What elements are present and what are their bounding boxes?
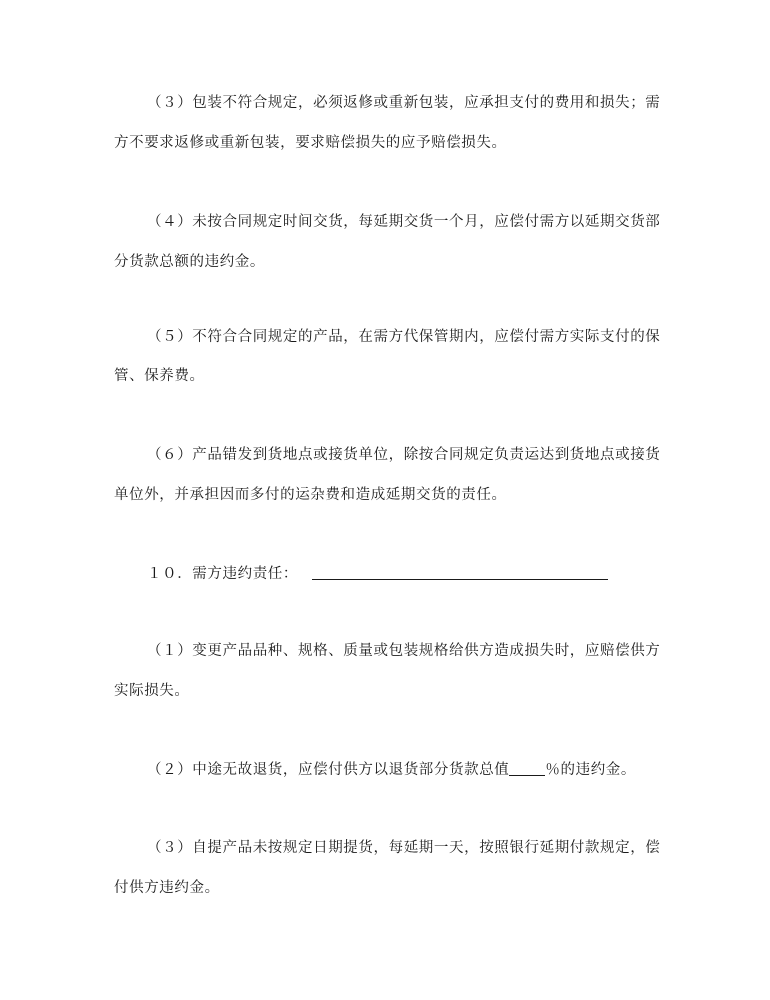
clause-3-line-1: （３）包装不符合规定，必须返修或重新包装，应承担支付的费用和损失；需: [147, 95, 661, 111]
buyer-clause-3-line-1: （３）自提产品未按规定日期提货，每延期一天，按照银行延期付款规定，偿: [147, 840, 661, 856]
buyer-clause-1-line-2: 实际损失。: [114, 683, 190, 699]
section-10-blank: [312, 565, 608, 580]
buyer-clause-3-line-2: 付供方违约金。: [114, 880, 220, 896]
clause-5-line-1: （５）不符合合同规定的产品，在需方代保管期内，应偿付需方实际支付的保: [147, 329, 661, 345]
buyer-clause-2-line: [147, 760, 659, 780]
clause-4-line-2: 分货款总额的违约金。: [114, 254, 265, 270]
clause-6-line-2: 单位外，并承担因而多付的运杂费和造成延期交货的责任。: [114, 487, 507, 503]
clause-6-line-1: （６）产品错发到货地点或接货单位，除按合同规定负责运达到货地点或接货: [147, 447, 661, 463]
clause-3-line-2: 方不要求返修或重新包装，要求赔偿损失的应予赔偿损失。: [114, 135, 507, 151]
clause-5-line-2: 管、保养费。: [114, 368, 205, 384]
section-10-heading: １０．需方违约责任：: [147, 566, 298, 582]
section-10-heading-line: [147, 564, 659, 584]
penalty-percent-blank: [509, 761, 545, 776]
clause-4-line-1: （４）未按合同规定时间交货，每延期交货一个月，应偿付需方以延期交货部: [147, 214, 661, 230]
buyer-clause-1-line-1: （１）变更产品品种、规格、质量或包装规格给供方造成损失时，应赔偿供方: [147, 643, 661, 659]
buyer-clause-2-text-after: ％的违约金。: [545, 762, 637, 778]
buyer-clause-2-text-before: （２）中途无故退货，应偿付供方以退货部分货款总值: [147, 762, 510, 778]
